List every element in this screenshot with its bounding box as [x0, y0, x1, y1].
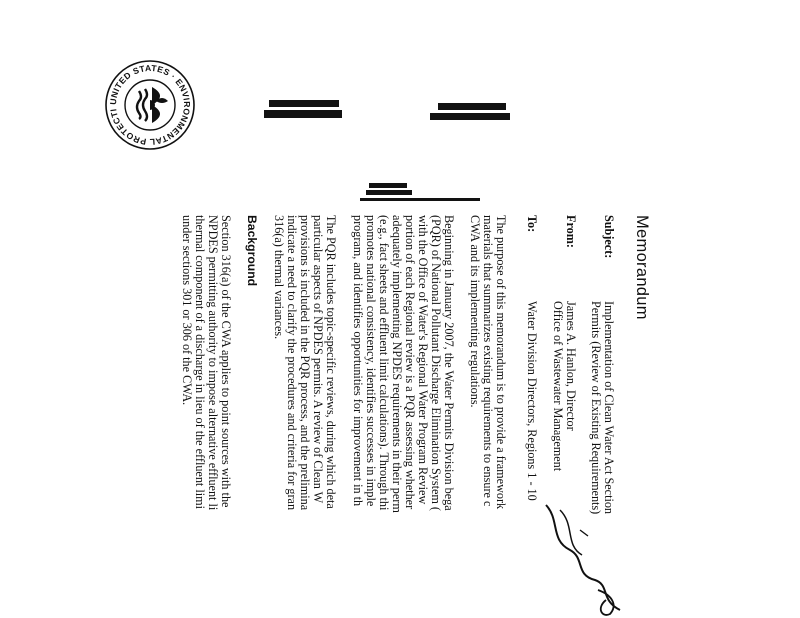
- subject-line: Implementation of Clean Water Act Section: [602, 301, 616, 515]
- paragraph-line: (e.g., fact sheets and effluent limit calculations). Through thi: [377, 215, 391, 511]
- paragraph-line: The purpose of this memorandum is to provide a framework: [494, 215, 508, 510]
- redaction-bar: [360, 198, 480, 201]
- from-line: James A. Hanlon, Director: [564, 301, 578, 431]
- from-label: From:: [564, 215, 578, 248]
- paragraph-line: particular aspects of NPDES permits. A review of Clean W: [311, 215, 325, 504]
- paragraph-line: The PQR includes topic-specific reviews, during which deta: [324, 215, 338, 509]
- paragraph-line: provisions is included in the PQR process, and the prelimina: [298, 215, 312, 511]
- redaction-bar: [264, 110, 342, 118]
- to-label: To:: [525, 215, 539, 233]
- paragraph-line: CWA and its implementing regulations.: [468, 215, 482, 408]
- redaction-bar: [430, 113, 510, 120]
- paragraph-line: adequately implementing NPDES requirements in their perm: [390, 215, 404, 513]
- redaction-bar: [366, 190, 412, 195]
- paragraph-line: program, and identifies opportunities for improvement in th: [351, 215, 365, 507]
- svg-text:UNITED STATES · ENVIRONMENTAL: UNITED STATES · ENVIRONMENTAL PROTECTI: [107, 62, 193, 148]
- background-heading: Background: [245, 215, 259, 287]
- redaction-bar: [438, 103, 506, 110]
- epa-seal-logo: [100, 55, 200, 155]
- paragraph-line: Beginning in January 2007, the Water Permits Division bega: [442, 215, 456, 511]
- paragraph-line: 316(a) thermal variances.: [272, 215, 286, 340]
- subject-label: Subject:: [602, 215, 616, 259]
- paragraph-line: under sections 301 or 306 of the CWA.: [180, 215, 194, 406]
- to-line: Water Division Directors, Regions 1 - 10: [525, 301, 539, 501]
- paragraph-line: Section 316(a) of the CWA applies to point sources with the: [219, 215, 233, 508]
- paragraph-line: portion of each Regional review is a PQR assessing whether: [403, 215, 417, 510]
- memo-title: Memorandum: [633, 215, 651, 320]
- paragraph-line: with the Office of Water's Regional Water Program Review: [416, 215, 430, 505]
- paragraph-line: NPDES permitting authority to impose alternative effluent li: [206, 215, 220, 511]
- paragraph-line: (PQR) of National Pollutant Discharge Elimination System (: [429, 215, 443, 511]
- paragraph-line: promotes national consistency, identifies successes in imple: [364, 215, 378, 507]
- from-line: Office of Wastewater Management: [551, 301, 565, 472]
- paragraph-line: thermal component of a discharge in lieu of the effluent limi: [193, 215, 207, 509]
- redaction-bar: [369, 183, 407, 188]
- signature-scribble: [540, 500, 630, 618]
- subject-line: Permits (Review of Existing Requirements): [589, 301, 603, 515]
- paragraph-line: materials that summarizes existing requirements to ensure c: [481, 215, 495, 507]
- paragraph-line: indicate a need to clarify the procedures and criteria for gran: [285, 215, 299, 511]
- redaction-bar: [269, 100, 339, 107]
